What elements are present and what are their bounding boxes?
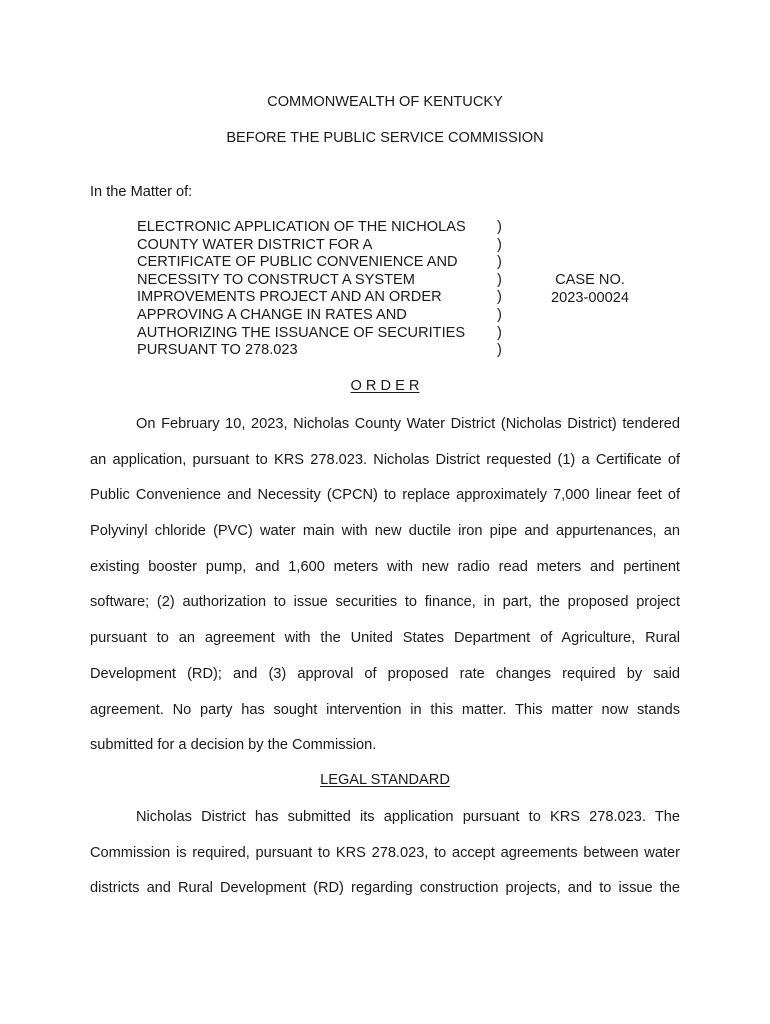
case-caption — [137, 219, 497, 360]
line-text: software; (2) authorization to issue securities to finance, in part, the proposed project — [90, 594, 680, 611]
paragraph-line — [90, 593, 680, 629]
line-text: submitted for a decision by the Commission. — [90, 737, 377, 754]
caption-parentheses — [497, 219, 502, 360]
paragraph-line — [90, 522, 680, 558]
caption-line: COUNTY WATER DISTRICT FOR A — [137, 236, 373, 253]
paren-mark: ) — [497, 219, 502, 235]
line-text: Public Convenience and Necessity (CPCN) to replace approximately 7,000 linear feet of — [90, 487, 680, 504]
line-text: existing booster pump, and 1,600 meters with new radio read meters and pertinent — [90, 558, 680, 575]
commission-heading: BEFORE THE PUBLIC SERVICE COMMISSION — [226, 130, 544, 146]
case-number: 2023-00024 — [551, 289, 629, 306]
paragraph-line — [90, 736, 680, 772]
line-text: Polyvinyl chloride (PVC) water main with new ductile iron pipe and appurtenances, an — [90, 523, 680, 540]
order-heading — [0, 377, 770, 395]
paren-mark: ) — [497, 289, 502, 306]
paragraph-introduction — [90, 415, 680, 772]
paragraph-line — [90, 486, 680, 522]
paragraph-line — [90, 879, 680, 915]
paren-mark: ) — [497, 324, 502, 341]
paren-mark: ) — [497, 236, 502, 253]
line-text: Commission is required, pursuant to KRS 278.023, to accept agreements between water — [90, 844, 680, 861]
caption-line: NECESSITY TO CONSTRUCT A SYSTEM — [137, 271, 415, 288]
paren-mark: ) — [497, 271, 502, 288]
line-text: pursuant to an agreement with the United States Department of Agriculture, Rural — [90, 630, 680, 647]
caption-line: AUTHORIZING THE ISSUANCE OF SECURITIES — [137, 324, 466, 341]
case-number-block — [540, 272, 640, 307]
legal-standard-heading-text: LEGAL STANDARD — [320, 772, 450, 788]
paren-mark: ) — [497, 254, 502, 271]
paragraph-line — [90, 451, 680, 487]
caption-line: APPROVING A CHANGE IN RATES AND — [137, 306, 407, 323]
paren-mark: ) — [497, 306, 502, 323]
paragraph-line — [90, 415, 680, 451]
jurisdiction-heading: COMMONWEALTH OF KENTUCKY — [267, 94, 503, 110]
line-text: an application, pursuant to KRS 278.023. Nicholas District requested (1) a Certificate of — [90, 451, 680, 468]
paragraph-line — [90, 558, 680, 594]
paragraph-line — [90, 844, 680, 880]
order-heading-text: O R D E R — [350, 378, 420, 394]
caption-line: CERTIFICATE OF PUBLIC CONVENIENCE AND — [137, 254, 458, 271]
in-the-matter-of-label: In the Matter of: — [90, 184, 193, 200]
legal-standard-heading — [0, 771, 770, 789]
paragraph-line — [90, 808, 680, 844]
line-text: districts and Rural Development (RD) regarding construction projects, and to issue the — [90, 880, 680, 897]
case-label: CASE NO. — [555, 272, 625, 288]
paragraph-line — [90, 701, 680, 737]
line-text: Development (RD); and (3) approval of proposed rate changes required by said — [90, 665, 680, 682]
caption-line: PURSUANT TO 278.023 — [137, 342, 298, 359]
paren-mark: ) — [497, 342, 502, 359]
line-text: On February 10, 2023, Nicholas County Water District (Nicholas District) tendered — [136, 416, 680, 432]
caption-line: ELECTRONIC APPLICATION OF THE NICHOLAS — [137, 219, 466, 235]
paragraph-line — [90, 629, 680, 665]
line-text: agreement. No party has sought intervention in this matter. This matter now stands — [90, 701, 680, 718]
paragraph-legal-standard — [90, 808, 680, 915]
paragraph-line — [90, 665, 680, 701]
line-text: Nicholas District has submitted its application pursuant to KRS 278.023. The — [136, 809, 680, 825]
caption-line: IMPROVEMENTS PROJECT AND AN ORDER — [137, 289, 442, 306]
